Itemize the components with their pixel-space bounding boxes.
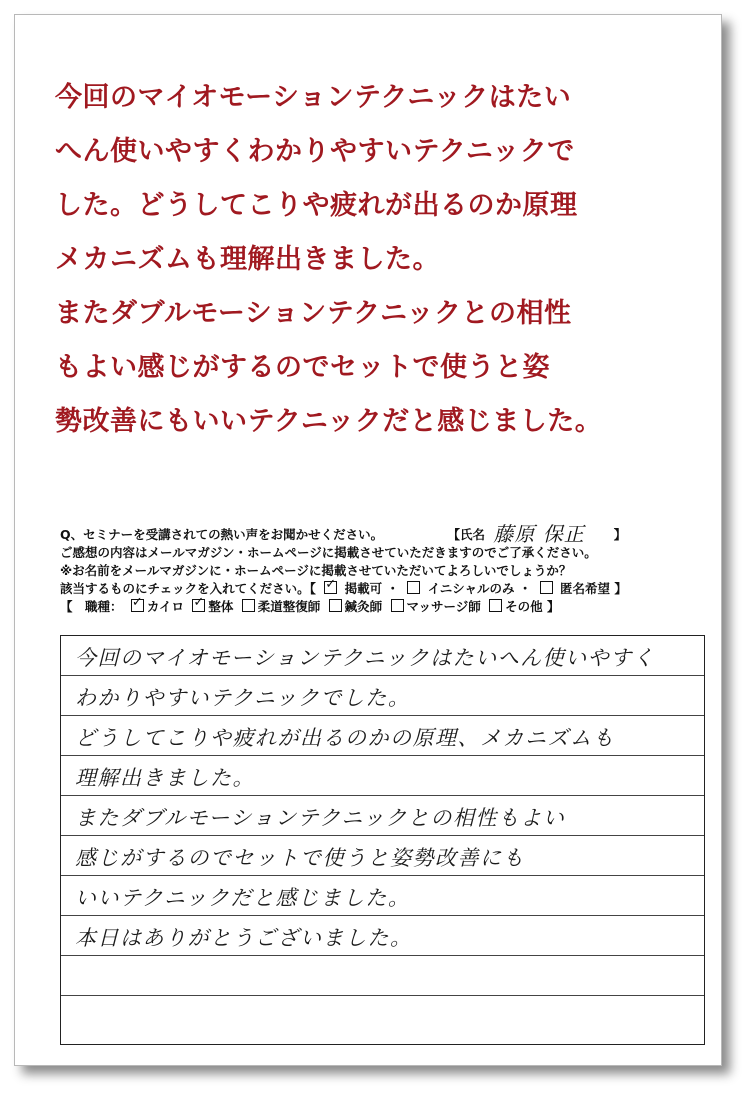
- occupation-line: [60, 595, 705, 616]
- testimonial-line: もよい感じがするのでセットで使うと姿: [55, 352, 550, 383]
- checkbox-empty-icon: [407, 581, 420, 594]
- check-mark: ✓: [325, 577, 337, 592]
- testimonial-card: [14, 14, 722, 1066]
- handwriting-row: [61, 916, 704, 956]
- handwriting-row: [61, 956, 704, 996]
- handwritten-answer-box: [60, 635, 705, 1045]
- handwritten-line: どうしてこりや疲れが出るのかの原理、メカニズムも: [75, 726, 615, 750]
- handwriting-row: [61, 876, 704, 916]
- handwriting-row: [61, 836, 704, 876]
- testimonial-line: またダブルモーションテクニックとの相性: [55, 298, 572, 329]
- question-text: Q、セミナーを受講されての熱い声をお聞かせください。: [60, 527, 384, 542]
- occupation-other: その他: [505, 599, 543, 614]
- testimonial-line: した。どうしてこりや疲れが出るのか原理: [55, 190, 578, 221]
- consent-line-1: ご感想の内容はメールマガジン・ホームページに掲載させていただきますのでご了承ください。: [60, 545, 597, 560]
- name-bracket-close: 】: [613, 527, 627, 542]
- handwritten-line: いいテクニックだと感じました。: [75, 886, 411, 910]
- checkbox-empty-icon: [489, 599, 502, 612]
- handwriting-row: [61, 716, 704, 756]
- occupation-bracket-close: 】: [547, 599, 560, 614]
- checkbox-checked-icon: [324, 577, 337, 594]
- handwritten-line: わかりやすいテクニックでした。: [75, 686, 411, 710]
- check-prompt: 該当するものにチェックを入れてください。【: [60, 581, 316, 596]
- handwritten-name: 藤原 保正: [493, 522, 585, 546]
- testimonial-line: 勢改善にもいいテクニックだと感じました。: [55, 406, 603, 437]
- testimonial-text: [55, 71, 705, 449]
- handwriting-row: [61, 796, 704, 836]
- check-mark: ✓: [131, 595, 143, 610]
- name-label: 【氏名: [447, 527, 486, 542]
- consent-line-2: ※お名前をメールマガジンに・ホームページに掲載させていただいてよろしいでしょうか？: [60, 563, 572, 578]
- survey-form-scan: [60, 522, 705, 950]
- option-publish: 掲載可: [344, 581, 383, 596]
- checkbox-checked-icon: [131, 595, 144, 612]
- checkbox-empty-icon: [329, 599, 342, 612]
- handwritten-line: 今回のマイオモーションテクニックはたいへん使いやすく: [75, 646, 656, 670]
- checkbox-empty-icon: [540, 581, 553, 594]
- testimonial-line: メカニズムも理解出きました。: [55, 244, 440, 275]
- checkbox-checked-icon: [192, 595, 205, 612]
- handwritten-line: またダブルモーションテクニックとの相性もよい: [75, 806, 566, 830]
- checkbox-empty-icon: [391, 599, 404, 612]
- occupation-acupuncture: 鍼灸師: [344, 599, 383, 614]
- check-mark: ✓: [193, 595, 205, 610]
- option-anonymous: 匿名希望: [560, 581, 611, 596]
- occupation-massage: マッサージ師: [406, 599, 481, 614]
- checkbox-empty-icon: [242, 599, 255, 612]
- occupation-seitai: 整体: [208, 599, 234, 614]
- occupation-judo: 柔道整復師: [257, 599, 321, 614]
- handwriting-row: [61, 756, 704, 796]
- testimonial-line: へん使いやすくわかりやすいテクニックで: [55, 136, 575, 167]
- option-initials: イニシャルのみ: [427, 581, 515, 596]
- handwritten-line: 感じがするのでセットで使うと姿勢改善にも: [75, 846, 525, 870]
- handwritten-line: 本日はありがとうございました。: [75, 926, 413, 950]
- handwritten-line: 理解出きました。: [75, 766, 255, 790]
- testimonial-line: 今回のマイオモーションテクニックはたい: [55, 82, 572, 113]
- handwriting-row: [61, 996, 704, 1035]
- occupation-chiro: カイロ: [146, 599, 185, 614]
- handwriting-row: [61, 636, 704, 676]
- question-line: [60, 522, 705, 546]
- occupation-label: 【 職種：: [60, 599, 123, 614]
- publish-options-line: 該当するものにチェックを入れてください。【 ✓ 掲載可 ・ イニシャルのみ ・ 匿名希望 】: [60, 577, 627, 596]
- handwriting-row: [61, 676, 704, 716]
- options-bracket-close: 】: [614, 581, 627, 596]
